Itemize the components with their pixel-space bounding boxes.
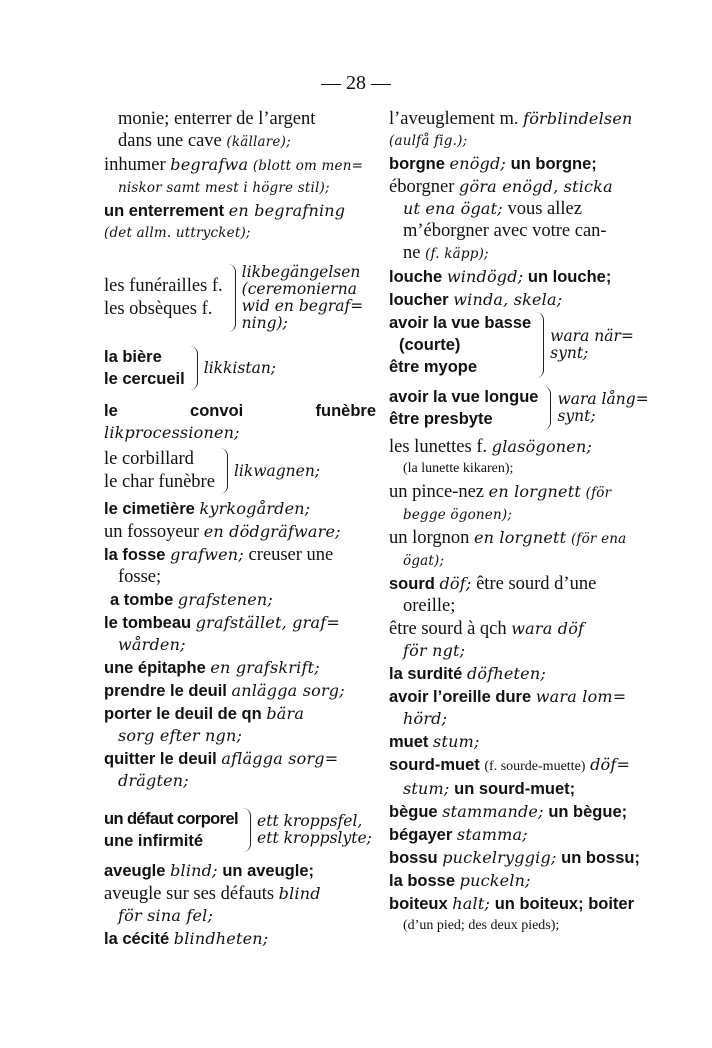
brace	[542, 386, 551, 430]
entry-aveuglement: l’aveuglement m. förblindelsen (aulfå fig.);	[389, 109, 633, 149]
group-funerailles: les funérailles f. les obsèques f. likbegängelsen (ceremonierna wid en begraf= ning);	[104, 263, 364, 332]
right-column	[389, 108, 659, 938]
entry-fossoyeur: un fossoyeur en dödgräfware;	[104, 522, 341, 542]
entry-tombe: a tombe grafstenen;	[110, 590, 274, 609]
entry-prendre-deuil: prendre le deuil anlägga sorg;	[104, 681, 345, 700]
group-defaut: un défaut corporel une infirmité ett kroppsfel, ett kroppslyte;	[104, 810, 372, 850]
brace	[242, 808, 251, 852]
entry-pince-nez: un pince-nez en lorgnett (för begge ögonen);	[389, 482, 612, 523]
entry-bosse: la bosse puckeln;	[389, 871, 531, 890]
brace	[189, 346, 198, 390]
entry-cimetiere: le cimetière kyrkogården;	[104, 499, 311, 518]
brace	[535, 312, 544, 378]
entry-boiteux: boiteux halt; un boiteux; boiter (d’un pied; des deux pieds);	[389, 894, 635, 933]
entry-sourd-muet: sourd-muet (f. sourde-muette) döf= stum; un sourd-muet;	[389, 755, 631, 798]
entry-enterrement: un enterrement en begrafning (det allm. uttrycket);	[104, 201, 346, 241]
brace	[227, 264, 236, 332]
brace	[219, 448, 228, 494]
group-corbillard: le corbillard le char funèbre likwagnen;	[104, 449, 321, 492]
entry-bossu: bossu puckelryggig; un bossu;	[389, 848, 640, 867]
page-number: — 28 —	[321, 72, 391, 94]
entry-quitter-deuil: quitter le deuil aflägga sorg= drägten;	[104, 749, 339, 790]
entry-inhumer: inhumer begrafwa (blott om men= niskor samt mest i högre stil);	[104, 155, 364, 196]
entry-eborgner: éborgner göra enögd, sticka ut ena ögat; vous allez m’éborgner avec votre can- ne (f. käpp);	[389, 177, 613, 263]
entry-aveugle: aveugle blind; un aveugle;	[104, 861, 315, 880]
entry-sourd: sourd döf; être sourd d’une oreille;	[389, 574, 597, 616]
entry-porter-deuil: porter le deuil de qn bära sorg efter ngn;	[104, 704, 305, 745]
left-column	[104, 108, 376, 951]
entry-cecite: la cécité blindheten;	[104, 929, 269, 948]
entry-begue: bègue stammande; un bègue;	[389, 802, 628, 821]
entry-aveugle-defauts: aveugle sur ses défauts blind för sina fel;	[104, 884, 321, 925]
entry-louche: louche windögd; un louche;	[389, 267, 612, 286]
group-vue-longue: avoir la vue longue être presbyte wara lång= synt;	[389, 388, 649, 428]
entry-begayer: bégayer stamma;	[389, 825, 528, 844]
group-biere: la bière le cercueil likkistan;	[104, 348, 277, 388]
entry-oreille-dure: avoir l’oreille dure wara lom= hörd;	[389, 687, 627, 728]
entry-surdite: la surdité döfheten;	[389, 664, 546, 683]
entry-muet: muet stum;	[389, 732, 480, 751]
group-vue-basse: avoir la vue basse (courte) être myope wara när= synt;	[389, 314, 634, 376]
entry-epitaphe: une épitaphe en grafskrift;	[104, 658, 320, 677]
entry-lorgnon: un lorgnon en lorgnett (för ena ögat);	[389, 528, 627, 569]
entry-lunettes: les lunettes f. glasögonen; (la lunette kikaren);	[389, 437, 593, 476]
entry-convoi: le convoi funèbre likprocessionen;	[104, 402, 376, 442]
entry-fosse: la fosse grafwen; creuser une fosse;	[104, 545, 334, 587]
entry-borgne: borgne enögd; un borgne;	[389, 154, 597, 173]
entry-tombeau: le tombeau grafstället, graf= wården;	[104, 613, 340, 654]
entry-loucher: loucher winda, skela;	[389, 290, 563, 309]
entry-monie: monie; enterrer de l’argent dans une cave (källare);	[118, 109, 316, 151]
entry-etre-sourd: être sourd à qch wara döf för ngt;	[389, 619, 585, 660]
